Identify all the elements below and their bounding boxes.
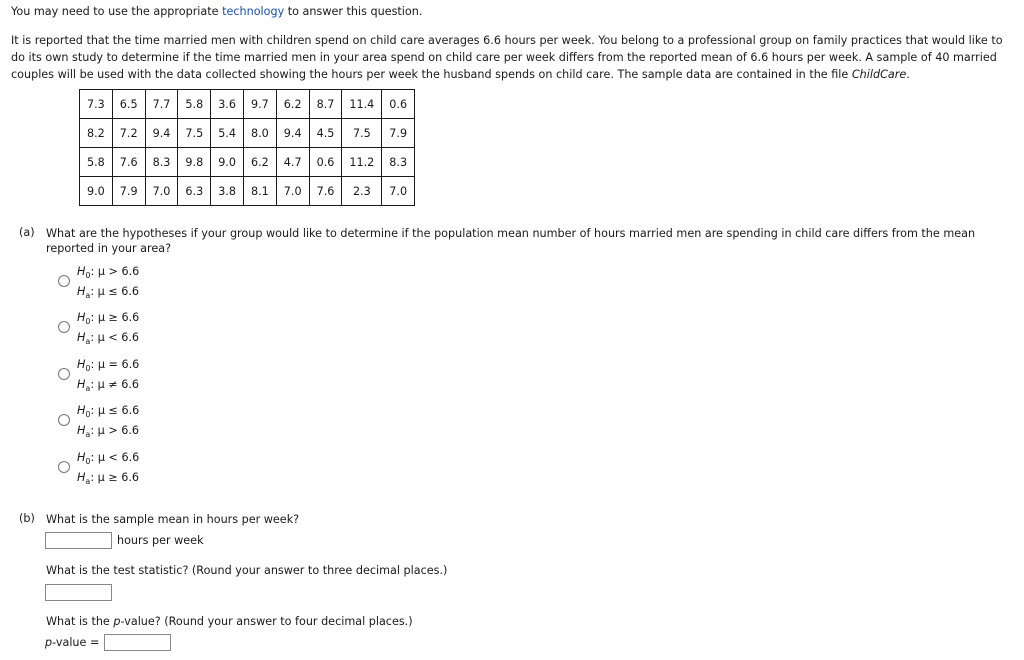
mean-units-label: hours per week [117, 534, 204, 547]
radio-button[interactable] [58, 461, 70, 473]
table-cell: 3.8 [211, 177, 244, 206]
table-cell: 7.5 [178, 119, 211, 148]
alternative-hypothesis: : μ ≥ 6.6 [90, 471, 140, 484]
part-a-question: What are the hypotheses if your group would like to determine if the population mean number of hours married men are spending in child care differs from the mean reported in your area? [46, 227, 976, 255]
p-value-label: p-value = [45, 636, 100, 649]
table-cell: 11.4 [342, 90, 382, 119]
table-cell: 5.8 [178, 90, 211, 119]
table-cell: 7.6 [309, 177, 342, 206]
hypothesis-option-2[interactable]: $H_0$: μ ≥ 6.6 $H_a$: μ < 6.6 [58, 308, 198, 348]
table-cell: 6.2 [276, 90, 309, 119]
table-cell: 7.0 [276, 177, 309, 206]
alternative-hypothesis: : μ < 6.6 [90, 331, 140, 344]
null-hypothesis: : μ ≤ 6.6 [90, 404, 140, 417]
data-table [79, 89, 415, 206]
table-cell: 7.9 [382, 119, 415, 148]
table-cell: 6.5 [112, 90, 145, 119]
table-cell: 6.3 [178, 177, 211, 206]
p-value-input[interactable] [104, 634, 171, 651]
table-cell: 9.0 [211, 148, 244, 177]
null-hypothesis: : μ < 6.6 [90, 451, 140, 464]
table-cell: 9.7 [243, 90, 276, 119]
table-cell: 9.8 [178, 148, 211, 177]
table-cell: 5.4 [211, 119, 244, 148]
table-cell: 7.0 [145, 177, 178, 206]
part-a-label: (a) [19, 226, 35, 239]
intro-text-after: to answer this question. [284, 5, 423, 18]
table-cell: 8.3 [145, 148, 178, 177]
table-cell: 7.9 [112, 177, 145, 206]
p-value-question: What is the p-value? (Round your answer to four decimal places.) [46, 615, 413, 628]
hypothesis-option-1[interactable]: $H_0$: μ > 6.6 $H_a$: μ ≤ 6.6 [58, 262, 198, 302]
hypothesis-option-5[interactable]: $H_0$: μ < 6.6 $H_a$: μ ≥ 6.6 [58, 448, 198, 488]
table-cell: 9.0 [80, 177, 113, 206]
table-cell: 8.1 [243, 177, 276, 206]
table-cell: 6.2 [243, 148, 276, 177]
table-cell: 8.2 [80, 119, 113, 148]
null-hypothesis: : μ = 6.6 [90, 358, 140, 371]
null-hypothesis: : μ ≥ 6.6 [90, 311, 140, 324]
radio-button[interactable] [58, 368, 70, 380]
table-cell: 8.3 [382, 148, 415, 177]
hypothesis-option-3[interactable]: $H_0$: μ = 6.6 $H_a$: μ ≠ 6.6 [58, 355, 198, 395]
radio-button[interactable] [58, 321, 70, 333]
table-cell: 9.4 [276, 119, 309, 148]
table-cell: 8.0 [243, 119, 276, 148]
test-statistic-question: What is the test statistic? (Round your answer to three decimal places.) [46, 564, 448, 577]
null-hypothesis: : μ > 6.6 [90, 265, 140, 278]
table-cell: 7.3 [80, 90, 113, 119]
table-cell: 0.6 [309, 148, 342, 177]
intro-line [11, 4, 422, 20]
radio-button[interactable] [58, 414, 70, 426]
table-cell: 7.2 [112, 119, 145, 148]
radio-button[interactable] [58, 275, 70, 287]
intro-text-before: You may need to use the appropriate [11, 5, 223, 18]
table-cell: 2.3 [342, 177, 382, 206]
hypothesis-option-4[interactable]: $H_0$: μ ≤ 6.6 $H_a$: μ > 6.6 [58, 401, 198, 441]
alternative-hypothesis: : μ > 6.6 [90, 424, 140, 437]
table-cell: 3.6 [211, 90, 244, 119]
problem-text-end: . [906, 68, 910, 81]
table-cell: 7.0 [382, 177, 415, 206]
table-cell: 8.7 [309, 90, 342, 119]
sample-mean-question: What is the sample mean in hours per week? [46, 513, 300, 526]
problem-text: It is reported that the time married men with children spend on child care averages 6.6 hours per week. You belong to a professional group on family practices that would like to do its own study to determine if the time married men in your area spend on child care per week differs from the reported mean of 6.6 hours per week. A sample of 40 married couples will be used with the data collected showing the hours per week the husband spends on child care. The sample data are contained in the file [11, 34, 1003, 81]
table-row [80, 177, 415, 206]
table-row [80, 90, 415, 119]
table-cell: 7.5 [342, 119, 382, 148]
alternative-hypothesis: : μ ≠ 6.6 [90, 378, 140, 391]
table-cell: 4.5 [309, 119, 342, 148]
technology-link[interactable]: technology [222, 5, 285, 18]
file-name: ChildCare [851, 68, 907, 81]
table-cell: 5.8 [80, 148, 113, 177]
table-row [80, 119, 415, 148]
problem-paragraph [11, 32, 1019, 83]
alternative-hypothesis: : μ ≤ 6.6 [90, 285, 140, 298]
table-cell: 7.6 [112, 148, 145, 177]
sample-mean-input[interactable] [45, 532, 112, 549]
part-b-label: (b) [19, 512, 35, 525]
test-statistic-input[interactable] [45, 584, 112, 601]
table-cell: 7.7 [145, 90, 178, 119]
table-cell: 9.4 [145, 119, 178, 148]
table-cell: 11.2 [342, 148, 382, 177]
table-row [80, 148, 415, 177]
table-cell: 4.7 [276, 148, 309, 177]
table-cell: 0.6 [382, 90, 415, 119]
